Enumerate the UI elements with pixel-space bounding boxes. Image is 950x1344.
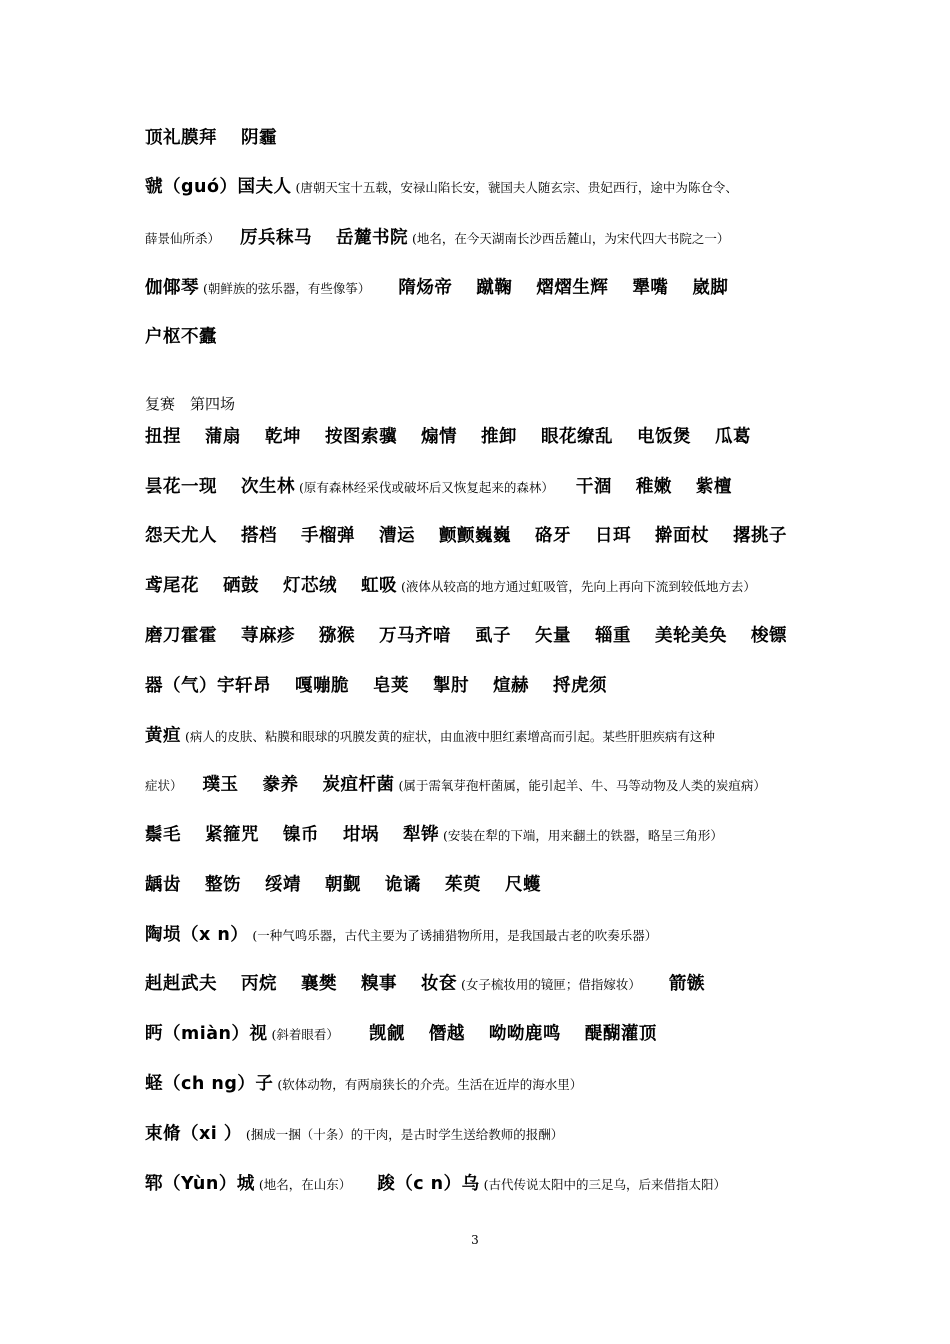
term: 蹴鞠 (476, 278, 513, 298)
term: 陶埙（x n） (145, 925, 249, 945)
term: 掣肘 (433, 676, 469, 696)
note: (原有森林经采伐或破坏后又恢复起来的森林） (299, 480, 554, 495)
note: (液体从较高的地方通过虹吸管，先向上再向下流到较低地方去） (401, 579, 756, 594)
term: 按图索骥 (325, 427, 397, 447)
term: 手榴弹 (301, 526, 355, 546)
term: 僭越 (428, 1024, 465, 1044)
term: 蛏（ch ng）子 (145, 1074, 274, 1094)
line-20 (145, 1126, 820, 1144)
term: 磨刀霍霍 (145, 626, 217, 646)
term: 嘎嘣脆 (295, 676, 349, 696)
term: 丙烷 (241, 974, 277, 994)
term: 灯芯绒 (283, 576, 337, 596)
term: 干涸 (575, 477, 612, 497)
term: 熠熠生辉 (536, 278, 609, 298)
term: 醍醐灌顶 (584, 1024, 657, 1044)
term: 虢（guó）国夫人 (145, 177, 292, 197)
term: 觊觎 (368, 1024, 405, 1044)
term: 襄樊 (301, 974, 337, 994)
line-19 (145, 1076, 820, 1094)
term: 皂荚 (373, 676, 409, 696)
term: 呦呦鹿鸣 (488, 1024, 561, 1044)
note: (唐朝天宝十五载，安禄山陷长安，虢国夫人随玄宗、贵妃西行，途中为陈仓令、 (295, 180, 738, 195)
line-12 (145, 728, 820, 746)
term: 龋齿 (145, 875, 181, 895)
term: 顶礼膜拜 (145, 128, 217, 148)
line-17 (145, 976, 820, 994)
line-9 (145, 578, 820, 596)
term: 漕运 (379, 526, 415, 546)
term: 户枢不蠹 (145, 327, 217, 347)
term: 撂挑子 (733, 526, 787, 546)
term: 辎重 (595, 626, 631, 646)
term: 虹吸 (361, 576, 397, 596)
term: 紧箍咒 (205, 825, 259, 845)
line-18 (145, 1026, 820, 1044)
note: (女子梳妆用的镜匣；借指嫁妆） (461, 977, 641, 992)
line-11 (145, 678, 820, 696)
term: 阴霾 (241, 128, 277, 148)
term: 搭档 (241, 526, 277, 546)
term: 茱萸 (445, 875, 481, 895)
term: 器（气）宇轩昂 (145, 676, 271, 696)
term: 鬃毛 (145, 825, 181, 845)
note: (斜着眼看） (271, 1027, 339, 1042)
term: 绥靖 (265, 875, 301, 895)
term: 厉兵秣马 (240, 228, 313, 248)
term: 擀面杖 (655, 526, 709, 546)
note: (地名，在今天湖南长沙西岳麓山，为宋代四大书院之一） (412, 231, 730, 246)
term: 眄（miàn）视 (145, 1024, 268, 1044)
term: 紫檀 (695, 477, 732, 497)
note: (地名，在山东） (258, 1177, 352, 1192)
term: 伽倻琴 (145, 278, 199, 298)
line-14 (145, 827, 820, 845)
section-heading: 复赛 第四场 (145, 395, 236, 413)
term: 豢养 (262, 775, 299, 795)
term: 整饬 (205, 875, 241, 895)
line-4 (145, 280, 820, 298)
term: 蒲扇 (205, 427, 241, 447)
term: 梭镖 (751, 626, 787, 646)
term: 昙花一现 (145, 477, 217, 497)
note: (软体动物，有两扇狭长的介壳。生活在近岸的海水里） (277, 1077, 583, 1092)
term: 妆奁 (421, 974, 457, 994)
line-1 (145, 130, 820, 148)
term: 崴脚 (692, 278, 729, 298)
note: (属于需氧芽孢杆菌属，能引起羊、牛、马等动物及人类的炭疽病） (398, 778, 766, 793)
note: (古代传说太阳中的三足乌，后来借指太阳） (483, 1177, 727, 1192)
line-8 (145, 528, 820, 546)
term: 岳麓书院 (336, 228, 409, 248)
term: 糗事 (361, 974, 397, 994)
term: 箭镞 (668, 974, 705, 994)
term: 坩埚 (343, 825, 379, 845)
term: 硌牙 (535, 526, 571, 546)
term: 荨麻疹 (241, 626, 295, 646)
term: 瓜葛 (715, 427, 751, 447)
term: 尺蠖 (505, 875, 541, 895)
term: 猕猴 (319, 626, 355, 646)
term: 鸢尾花 (145, 576, 199, 596)
line-21 (145, 1176, 820, 1194)
line-13 (145, 777, 820, 795)
line-15 (145, 877, 820, 895)
term: 乾坤 (265, 427, 301, 447)
note: (朝鲜族的弦乐器，有些像筝） (203, 281, 371, 296)
term: 镍币 (283, 825, 319, 845)
term: 颤颤巍巍 (439, 526, 511, 546)
term: 推卸 (481, 427, 517, 447)
term: 捋虎须 (553, 676, 607, 696)
line-16 (145, 927, 820, 945)
term: 璞玉 (202, 775, 239, 795)
line-7 (145, 479, 820, 497)
term: 稚嫩 (635, 477, 672, 497)
term: 踆（c n）乌 (377, 1174, 480, 1194)
term: 煽情 (421, 427, 457, 447)
line-2 (145, 179, 820, 197)
term: 犁铧 (403, 825, 439, 845)
term: 黄疸 (145, 726, 181, 746)
term: 万马齐喑 (379, 626, 451, 646)
line-6 (145, 429, 820, 447)
note: (病人的皮肤、粘膜和眼球的巩膜发黄的症状，由血液中胆红素增高而引起。某些肝胆疾病有这种 (185, 729, 715, 744)
note: (捆成一捆（十条）的干肉，是古时学生送给教师的报酬） (245, 1127, 564, 1142)
page-number: 3 (471, 1233, 479, 1247)
term: 怨天尤人 (145, 526, 217, 546)
term: 朝觐 (325, 875, 361, 895)
term: 硒鼓 (223, 576, 259, 596)
term: 虱子 (475, 626, 511, 646)
term: 扭捏 (145, 427, 181, 447)
note: (一种气鸣乐器，古代主要为了诱捕猎物所用，是我国最古老的吹奏乐器） (252, 928, 658, 943)
term: 矢量 (535, 626, 571, 646)
term: 次生林 (241, 477, 295, 497)
note: (安装在犁的下端，用来翻土的铁器，略呈三角形） (443, 828, 723, 843)
term: 赳赳武夫 (145, 974, 217, 994)
term: 犟嘴 (632, 278, 669, 298)
line-5 (145, 329, 820, 347)
note: 薛景仙所杀） (145, 231, 221, 246)
term: 炭疽杆菌 (322, 775, 395, 795)
line-3 (145, 230, 820, 248)
term: 眼花缭乱 (541, 427, 613, 447)
term: 郓（Yùn）城 (145, 1174, 255, 1194)
term: 美轮美奂 (655, 626, 727, 646)
note: 症状） (145, 778, 183, 793)
term: 隋炀帝 (398, 278, 453, 298)
line-10 (145, 628, 820, 646)
term: 电饭煲 (637, 427, 691, 447)
term: 日珥 (595, 526, 631, 546)
term: 煊赫 (493, 676, 529, 696)
term: 诡谲 (385, 875, 421, 895)
term: 束脩（xi ） (145, 1124, 242, 1144)
